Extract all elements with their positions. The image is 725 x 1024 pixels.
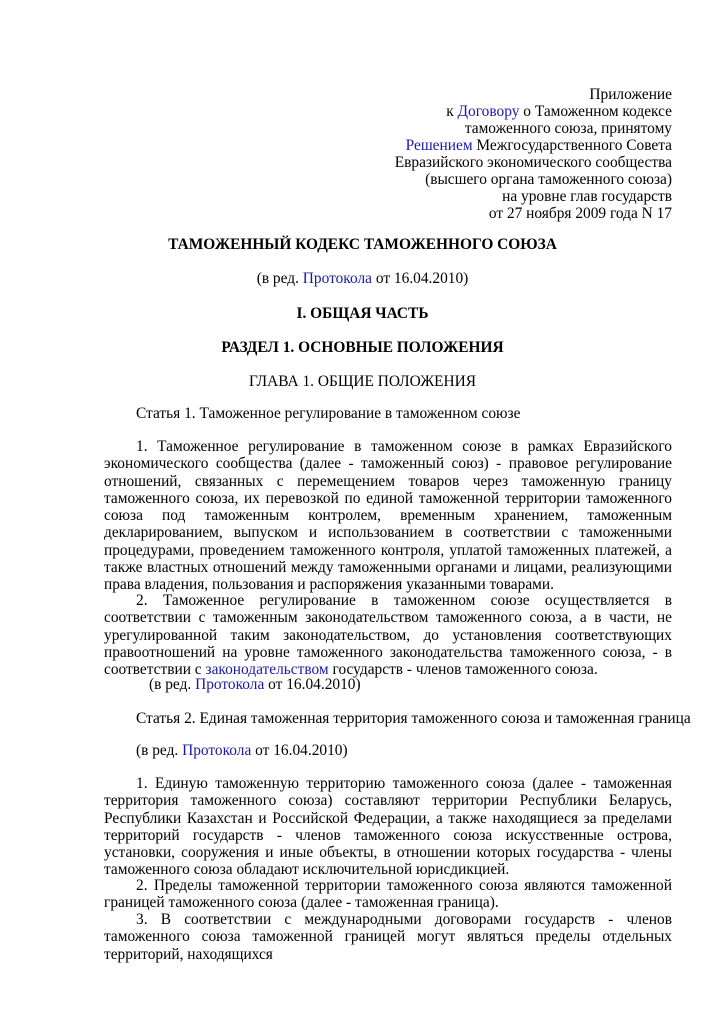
appendix-line bbox=[395, 103, 672, 120]
appendix-block bbox=[395, 86, 672, 222]
article-1-paragraph-2 bbox=[104, 592, 672, 678]
protocol-link[interactable]: Протокола bbox=[195, 676, 265, 693]
article-2-paragraph-1 bbox=[104, 775, 672, 879]
article-1-heading: Статья 1. Таможенное регулирование в таможенном союзе bbox=[136, 405, 521, 422]
treaty-link[interactable]: Договору bbox=[457, 103, 520, 120]
edition-text: (в ред. bbox=[149, 676, 196, 693]
document-title: ТАМОЖЕННЫЙ КОДЕКС ТАМОЖЕННОГО СОЮЗА bbox=[168, 236, 557, 253]
section-heading: РАЗДЕЛ 1. ОСНОВНЫЕ ПОЛОЖЕНИЯ bbox=[221, 339, 504, 356]
article-2-paragraph-2 bbox=[104, 877, 672, 912]
legislation-link[interactable]: законодательством bbox=[205, 661, 329, 679]
appendix-line bbox=[395, 137, 672, 154]
part-heading: I. ОБЩАЯ ЧАСТЬ bbox=[296, 305, 429, 322]
protocol-link[interactable]: Протокола bbox=[182, 742, 252, 759]
article-2-edition-note bbox=[136, 742, 348, 759]
appendix-line: (высшего органа таможенного союза) bbox=[425, 171, 672, 188]
paragraph-text: 1. Таможенное регулирование в таможенном союзе в рамках Евразийского экономического сообщества (далее - таможенный союз) - правовое регулирование отношений, связанных с перемещением товаров через таможенную границу таможенного союза, их перевозкой по единой таможенной территории таможенного союза под таможенным контролем, временным хранением, таможенным декларированием, выпуском и использованием в соответствии с таможенными процедурами, проведением таможенного контроля, уплатой таможенных платежей, а также властных отношений между таможенными органами и лицами, реализующими права владения, пользования и распоряжения указанными товарами. bbox=[104, 438, 672, 594]
protocol-link[interactable]: Протокола bbox=[302, 270, 373, 287]
edition-note bbox=[0, 270, 725, 287]
edition-text: от 16.04.2010) bbox=[264, 676, 361, 693]
article-1-paragraph-1 bbox=[104, 438, 672, 594]
appendix-text: Межгосударственного Совета bbox=[472, 137, 672, 154]
appendix-line: таможенного союза, принятому bbox=[464, 120, 672, 137]
paragraph-text: 3. В соответствии с международными договорами государств - членов таможенного союза таможенной границей могут являться пределы отдельных территорий, находящихся bbox=[104, 911, 672, 963]
appendix-line: Приложение bbox=[589, 86, 672, 103]
edition-text: (в ред. bbox=[256, 270, 303, 287]
appendix-text: о Таможенном кодексе bbox=[519, 103, 672, 120]
paragraph-text: 2. Таможенное регулирование в таможенном союзе осуществляется в соответствии с таможенным законодательством таможенного союза, а в части, не урегулированной таким законодательством, до установления соответствующих правоотношений на уровне таможенного законодательства таможенного союза, - в соответствии с bbox=[104, 592, 672, 679]
appendix-line: от 27 ноября 2009 года N 17 bbox=[488, 205, 672, 222]
appendix-text: к bbox=[446, 103, 458, 120]
appendix-line: на уровне глав государств bbox=[502, 188, 672, 205]
edition-text: (в ред. bbox=[136, 742, 183, 759]
decision-link[interactable]: Решением bbox=[405, 137, 473, 154]
paragraph-text: 2. Пределы таможенной территории таможенного союза являются таможенной границей таможенного союза (далее - таможенная граница). bbox=[104, 877, 672, 912]
paragraph-text: 1. Единую таможенную территорию таможенного союза (далее - таможенная территория таможенного союза) составляют территории Республики Беларусь, Республики Казахстан и Российской Федерации, а также находящиеся за пределами территорий государств - членов таможенного союза искусственные острова, установки, сооружения и иные объекты, в отношении которых государства - члены таможенного союза обладают исключительной юрисдикцией. bbox=[104, 775, 672, 879]
edition-text: от 16.04.2010) bbox=[251, 742, 348, 759]
paragraph-text: государств - членов таможенного союза. bbox=[328, 661, 598, 679]
article-2-paragraph-3 bbox=[104, 911, 672, 963]
appendix-line: Евразийского экономического сообщества bbox=[394, 154, 672, 171]
article-2-heading: Статья 2. Единая таможенная территория таможенного союза и таможенная граница bbox=[136, 710, 691, 727]
chapter-heading: ГЛАВА 1. ОБЩИЕ ПОЛОЖЕНИЯ bbox=[248, 373, 477, 390]
article-1-edition-note bbox=[149, 676, 361, 693]
edition-text: от 16.04.2010) bbox=[372, 270, 469, 287]
